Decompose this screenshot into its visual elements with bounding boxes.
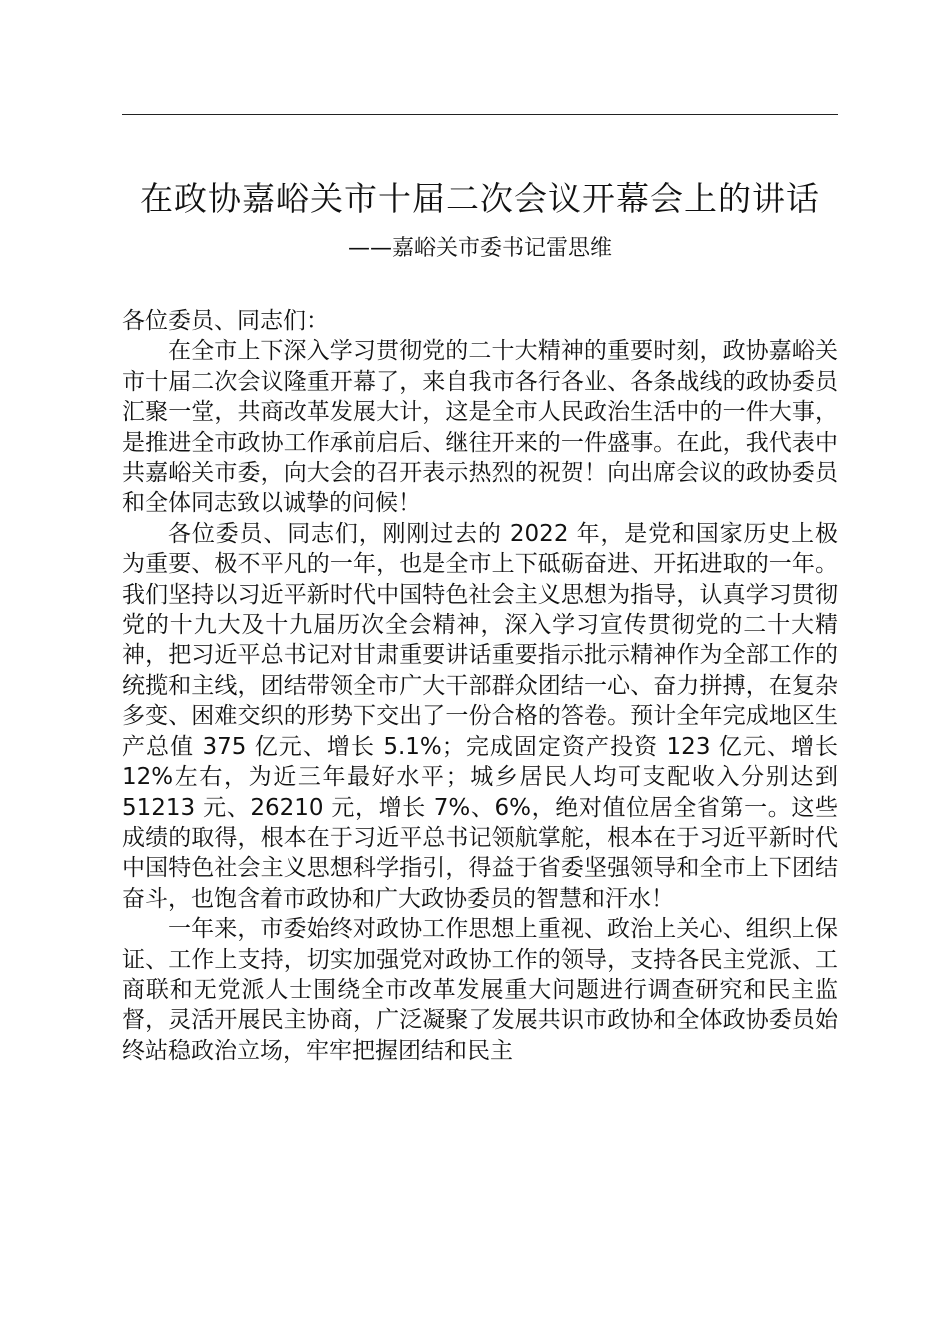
paragraph: 在全市上下深入学习贯彻党的二十大精神的重要时刻，政协嘉峪关市十届二次会议隆重开幕了，来自我市各行各业、各条战线的政协委员汇聚一堂，共商改革发展大计，这是全市人民政治生活中的一件大事，是推进全市政协工作承前启后、继往开来的一件盛事。在此，我代表中共嘉峪关市委，向大会的召开表示热烈的祝贺！向出席会议的政协委员和全体同志致以诚挚的问候！ <box>122 338 838 517</box>
header-rule <box>122 114 838 115</box>
salutation: 各位委员、同志们： <box>122 308 329 334</box>
speech-title: 在政协嘉峪关市十届二次会议开幕会上的讲话 <box>140 179 820 218</box>
paragraph: 一年来，市委始终对政协工作思想上重视、政治上关心、组织上保证、工作上支持，切实加强党对政协工作的领导，支持各民主党派、工商联和无党派人士围绕全市改革发展重大问题进行调查研究和民主监督，灵活开展民主协商，广泛凝聚了发展共识市政协和全体政协委员始终站稳政治立场，牢牢把握团结和民主 <box>122 916 838 1064</box>
paragraph: 各位委员、同志们，刚刚过去的 2022 年，是党和国家历史上极为重要、极不平凡的一年，也是全市上下砥砺奋进、开拓进取的一年。我们坚持以习近平新时代中国特色社会主义思想为指导，认真学习贯彻党的十九大及十九届历次全会精神，深入学习宣传贯彻党的二十大精神，把习近平总书记对甘肃重要讲话重要指示批示精神作为全部工作的统揽和主线，团结带领全市广大干部群众团结一心、奋力拼搏，在复杂多变、困难交织的形势下交出了一份合格的答卷。预计全年完成地区生产总值 375 亿元、增长 5.1%；完成固定资产投资 123 亿元、增长 12%左右，为近三年最好水平；城乡居民人均可支配收入分别达到 51213 元、26210 元，增长 7%、6%，绝对值位居全省第一。这些成绩的取得，根本在于习近平总书记领航掌舵，根本在于习近平新时代中国特色社会主义思想科学指引，得益于省委坚强领导和全市上下团结奋斗，也饱含着市政协和广大政协委员的智慧和汗水！ <box>122 520 838 912</box>
speaker-byline: ——嘉峪关市委书记雷思维 <box>347 236 612 261</box>
speech-body <box>122 306 838 1066</box>
